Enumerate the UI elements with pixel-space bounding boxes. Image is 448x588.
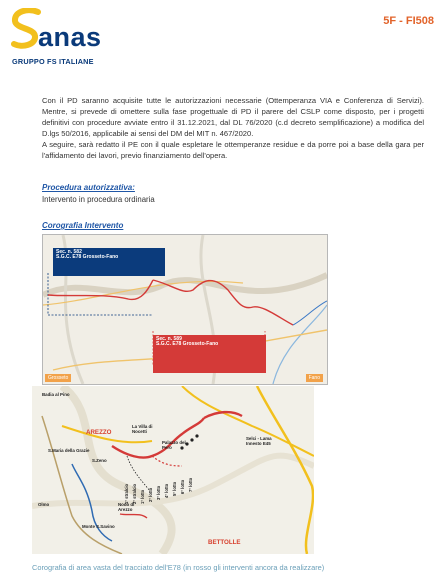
place-villa-nuova: La Villa di Nocetti bbox=[132, 424, 153, 434]
wide-area-map bbox=[32, 386, 314, 554]
lotto-label: 6° lotto bbox=[180, 479, 185, 494]
map-label-section-582: Sec. n. 582 S.G.C. E78 Grosseto-Fano bbox=[53, 248, 165, 276]
procedure-heading: Procedura autorizzativa: bbox=[42, 183, 135, 192]
lotto-label: 4° lotto bbox=[164, 483, 169, 498]
place-monte: Monte S.Savino bbox=[82, 524, 115, 529]
map-label-section-589: Sec. n. 589 S.G.C. E78 Grosseto-Fano bbox=[153, 335, 266, 373]
place-olmo: Olmo bbox=[38, 502, 50, 507]
company-name: anas bbox=[38, 22, 102, 52]
anas-logo bbox=[10, 8, 105, 70]
procedure-text: Intervento in procedura ordinaria bbox=[42, 195, 155, 204]
arrow-tag-grosseto: Grosseto bbox=[45, 374, 71, 382]
corografia-heading: Corografia Intervento bbox=[42, 221, 124, 230]
place-s-zeno: S.Zeno bbox=[92, 458, 107, 463]
lotto-label: 7° lotto bbox=[188, 477, 193, 492]
lotto-label: 2° lotto bbox=[148, 487, 153, 502]
lotto-label: 1° stralcio bbox=[124, 483, 129, 504]
intervention-map bbox=[42, 234, 328, 385]
lotto-label: 1° lotto bbox=[140, 489, 145, 504]
arrow-tag-fano: Fano bbox=[306, 374, 323, 382]
place-palazzo: Palazzo del Pero bbox=[162, 440, 186, 450]
document-code: 5F - FI508 bbox=[383, 15, 434, 27]
wide-area-map-drawing bbox=[32, 386, 314, 554]
lotto-label: 3° lotto bbox=[156, 485, 161, 500]
paragraph-2: A seguire, sarà redatto il PE con il quale espletare le ottemperanze residue e da porre poi a base della gara per l'affidamento dei lavori, previo finanziamento dell'opera. bbox=[42, 140, 424, 160]
place-santa-maria: S.Maria della Grazie bbox=[48, 448, 90, 453]
map-caption: Corografia di area vasta del tracciato dell'E78 (in rosso gli interventi ancora da realizzare) bbox=[32, 563, 325, 572]
place-bettolle: BETTOLLE bbox=[208, 539, 241, 546]
lotto-label: 5° lotto bbox=[172, 481, 177, 496]
place-selci: Selci - Lama Innesto E45 bbox=[246, 436, 272, 446]
place-badia: Badia al Pino bbox=[42, 392, 70, 397]
place-arezzo: AREZZO bbox=[86, 429, 112, 436]
paragraph-1: Con il PD saranno acquisite tutte le autorizzazioni necessarie (Ottemperanza VIA e Conferenza di Servizi). Mentre, si prevede di omettere sulla fase progettuale di PD il parere del CSLP come disposto, per i progetti definitivi con procedure avviate entro il 31.12.2021, dal DL 76/2020 (c.d decreto semplificazione) a modifica del D.lgs 50/2016, applicabile ai sensi del DM del MIT n. 467/2020. bbox=[42, 96, 424, 138]
company-subtitle: GRUPPO FS ITALIANE bbox=[12, 57, 94, 66]
lotto-label: 2° stralcio bbox=[132, 483, 137, 504]
place-nodo: Nodo di Arezzo bbox=[118, 502, 135, 512]
